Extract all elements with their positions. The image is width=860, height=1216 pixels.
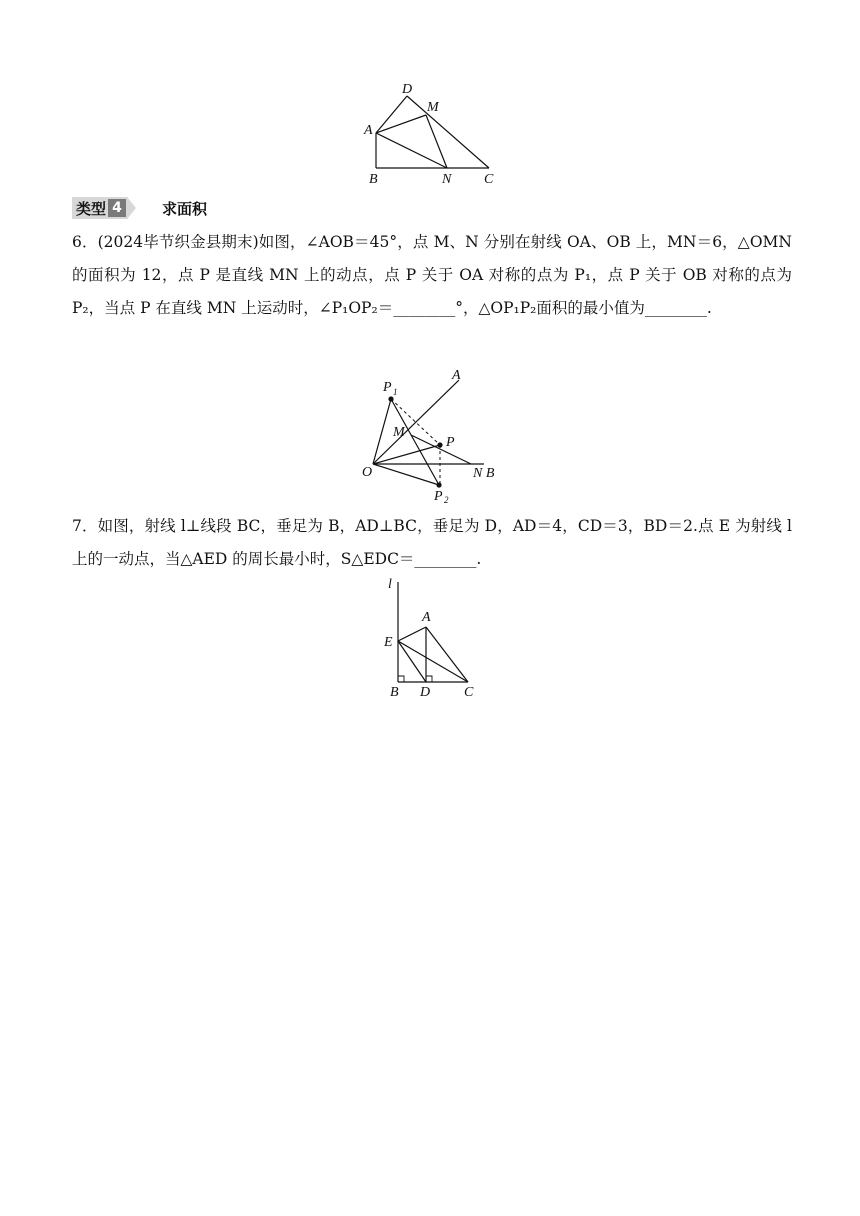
label-A6: A bbox=[452, 368, 461, 383]
problem-7 bbox=[72, 510, 792, 576]
label-B7: B bbox=[390, 685, 399, 698]
section-tag-label: 类型 bbox=[76, 199, 107, 218]
label-C: C bbox=[484, 172, 494, 187]
label-D: D bbox=[402, 82, 413, 97]
section-tag bbox=[72, 197, 128, 219]
label-P1: P bbox=[383, 380, 392, 395]
label-O: O bbox=[362, 465, 373, 480]
figure-perpendicular bbox=[378, 574, 484, 698]
label-P2-sub: 2 bbox=[444, 495, 449, 504]
problem-6 bbox=[72, 226, 792, 325]
problem-7-text: 7．如图，射线 l⊥线段 BC，垂足为 B，AD⊥BC，垂足为 D，AD＝4，CD＝3，BD＝2.点 E 为射线 l 上的一动点，当△AED 的周长最小时，S△EDC＝________. bbox=[72, 517, 792, 568]
section-title: 求面积 bbox=[162, 199, 208, 218]
label-P2: P bbox=[434, 489, 443, 504]
label-NB: N B bbox=[473, 466, 495, 481]
problem-6-text: 6．(2024毕节织金县期末)如图，∠AOB＝45°，点 M、N 分别在射线 OA、OB 上，MN＝6，△OMN 的面积为 12，点 P 是直线 MN 上的动点，点 P 关于 OA 对称的点为 P₁，点 P 关于 OB 对称的点为 P₂，当点 P 在直线 MN 上运动时，∠P₁OP₂＝________°，△OP₁P₂面积的最小值为________. bbox=[72, 233, 792, 317]
label-l: l bbox=[388, 577, 392, 592]
label-E: E bbox=[384, 635, 393, 650]
label-A: A bbox=[364, 123, 373, 138]
label-P1-sub: 1 bbox=[393, 387, 398, 397]
label-M6: M bbox=[393, 425, 405, 440]
label-M: M bbox=[427, 100, 439, 115]
section-header bbox=[72, 196, 207, 220]
figure-angle-reflection bbox=[356, 366, 506, 504]
section-number: 4 bbox=[108, 199, 126, 217]
figure-quadrilateral bbox=[362, 80, 502, 188]
label-C7: C bbox=[464, 685, 474, 698]
section-arrow-icon bbox=[128, 198, 136, 218]
label-N: N bbox=[442, 172, 452, 187]
label-B: B bbox=[369, 172, 378, 187]
label-D7: D bbox=[420, 685, 431, 698]
label-P: P bbox=[446, 435, 455, 450]
label-A7: A bbox=[422, 610, 431, 625]
